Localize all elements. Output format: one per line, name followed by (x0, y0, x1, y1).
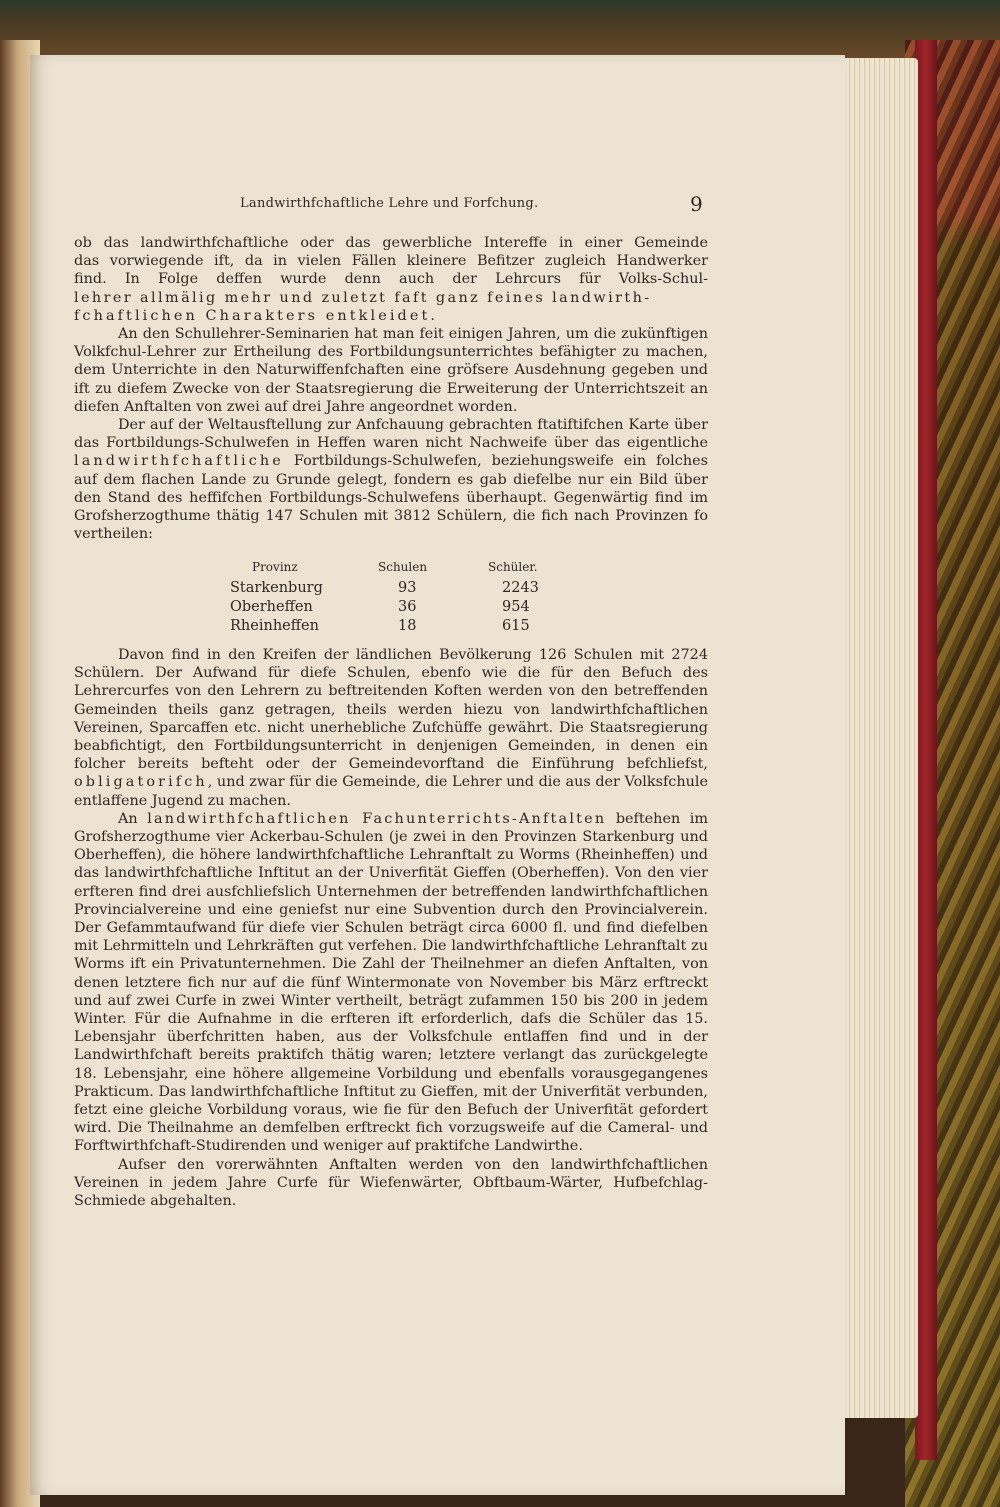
paragraph-davon (74, 646, 708, 810)
para3-spaced: landwirthfchaftliche (74, 453, 284, 470)
row-schueler: 954 (502, 599, 530, 615)
table-row (230, 580, 580, 599)
row-provinz: Oberheffen (230, 599, 313, 615)
row-schulen: 93 (398, 580, 417, 596)
para5-text-b: beftehen im Grofsherzogthume vier Ackerbau-Schulen (je zwei in den Provinzen Starkenburg und Oberheffen), die höhere landwirthfchaftliche Lehranftalt zu Worms (Rheinheffen) und das landwirthfchaftliche Inftitut an der Univerfität Gieffen (Oberheffen). Von den vier erfteren find drei ausfchliefslich Unternehmen der betreffenden landwirthfchaftlichen Provincialvereine und eine geniefst nur eine Subvention durch den Provincialverein. Der Gefammtaufwand für diefe vier Schulen beträgt circa 6000 fl. und find diefelben mit Lehrmitteln und Lehrkräften gut verfehen. Die landwirthfchaftliche Lehranftalt zu Worms ift ein Privatunternehmen. Die Zahl der Theilnehmer an diefen Anftalten, von denen letztere fich nur auf die fünf Wintermonate von November bis März erftreckt und auf zwei Curfe in zwei Winter vertheilt, beträgt zufammen 150 bis 200 in jedem Winter. Für die Aufnahme in die erfteren ift erforderlich, dafs die Schüler das 15. Lebensjahr überfchritten haben, aus der Volksfchule entlaffen find und in der Landwirthfchaft bereits praktifch thätig waren; letztere verlangt das zurückgelegte 18. Lebensjahr, eine höhere allgemeine Vorbildung und ebenfalls vorausgegangenes Prakticum. Das landwirthfchaftliche Inftitut zu Gieffen, mit der Univerfität verbunden, fetzt eine gleiche Vorbildung voraus, wie fie für den Befuch der Univerfität gefordert wird. Die Theilnahme an demfelben erftreckt fich vorzugsweife auf die Cameral- und Forftwirthfchaft-Studirenden und weniger auf praktifche Landwirthe. (74, 810, 709, 1155)
para1-line1: ob das landwirthfchaftliche oder das gewerbliche Intereffe in einer Gemeinde (74, 235, 708, 251)
para1-line5: fchaftlichen Charakters entkleidet. (74, 307, 439, 324)
para1-line4: lehrer allmälig mehr und zuletzt faft ganz feines landwirth- (74, 289, 652, 306)
para3-text-b: Fortbildungs-Schulwefen, beziehungsweife ein folches auf dem flachen Lande zu Grunde gelegt, fondern es gab diefelbe nur ein Bild über den Stand des heffifchen Fortbildungs-Schulwefens überhaupt. Gegenwärtig find im Grofsherzogthume thätig 147 Schulen mit 3812 Schülern, die fich nach Provinzen fo vertheilen: (74, 453, 708, 543)
row-schueler: 615 (502, 618, 530, 634)
para1-line3: find. In Folge deffen wurde denn auch der Lehrcurs für Volks-Schul- (74, 271, 708, 288)
table-row (230, 599, 580, 618)
table-row (230, 618, 580, 637)
header-schulen: Schulen (378, 560, 428, 574)
cover-spine-edge (915, 40, 937, 1460)
paragraph-aufser: Aufser den vorerwähnten Anftalten werden von den landwirthfchaftlichen Vereinen in jedem Jahre Curfe für Wiefenwärter, Obftbaum-Wärter, Hufbefchlag-Schmiede abgehalten. (74, 1156, 708, 1210)
header-provinz: Provinz (252, 560, 298, 574)
paragraph-fachunterricht (74, 810, 708, 1156)
header-schueler: Schüler. (488, 560, 538, 574)
table-header-row (230, 560, 580, 580)
para1-line2: das vorwiegende ift, da in vielen Fällen kleinere Befitzer zugleich Handwerker (74, 253, 708, 270)
para4-spaced: obligatorifch (74, 774, 208, 791)
row-provinz: Starkenburg (230, 580, 323, 596)
para5-text-a: An (118, 810, 138, 827)
schools-table (230, 560, 580, 637)
row-provinz: Rheinheffen (230, 618, 319, 634)
page-number: 9 (690, 192, 703, 216)
para3-text-a: Der auf der Weltausftellung zur Anfchauung gebrachten ftatiftifchen Karte über das Fortbildungs-Schulwefen in Heffen waren nicht Nachweife über das eigentliche (74, 417, 708, 452)
row-schulen: 18 (398, 618, 417, 634)
paragraph-seminarien: An den Schullehrer-Seminarien hat man feit einigen Jahren, um die zukünftigen Volkfchul-Lehrer zur Ertheilung des Fortbildungsunterrichtes befähigter zu machen, dem Unterrichte in den Naturwiffenfchaften eine gröfsere Ausdehnung gegeben und ift zu diefem Zwecke von der Staatsregierung die Erweiterung der Unterrichtszeit an diefen Anftalten von zwei auf drei Jahre angeordnet worden. (74, 326, 708, 415)
running-title: Landwirthfchaftliche Lehre und Forfchung. (240, 196, 539, 211)
row-schueler: 2243 (502, 580, 539, 596)
paragraph-weltausstellung (74, 416, 708, 543)
para4-text-b: , und zwar für die Gemeinde, die Lehrer und die aus der Volksfchule entlaffene Jugend zu machen. (74, 774, 708, 809)
row-schulen: 36 (398, 599, 417, 615)
book-cover-top (0, 0, 1000, 60)
text-block-bottom (74, 646, 708, 1210)
text-block-top (74, 234, 708, 543)
para4-text-a: Davon find in den Kreifen der ländlichen Bevölkerung 126 Schulen mit 2724 Schülern. Der Aufwand für diefe Schulen, ebenfo wie die für den Befuch des Lehrercurfes von den Lehrern zu beftreitenden Koften werden von den betreffenden Gemeinden theils ganz getragen, theils werden hiezu von landwirthfchaftlichen Vereinen, Sparcaffen etc. nicht unerhebliche Zufchüffe gewährt. Die Staatsregierung beabfichtigt, den Fortbildungsunterricht in denjenigen Gemeinden, in denen ein folcher bereits befteht oder der Gemeindevorftand die Einführung befchliefst, (74, 647, 708, 773)
para5-spaced: landwirthfchaftlichen Fachunterrichts-Anftalten (147, 810, 607, 827)
